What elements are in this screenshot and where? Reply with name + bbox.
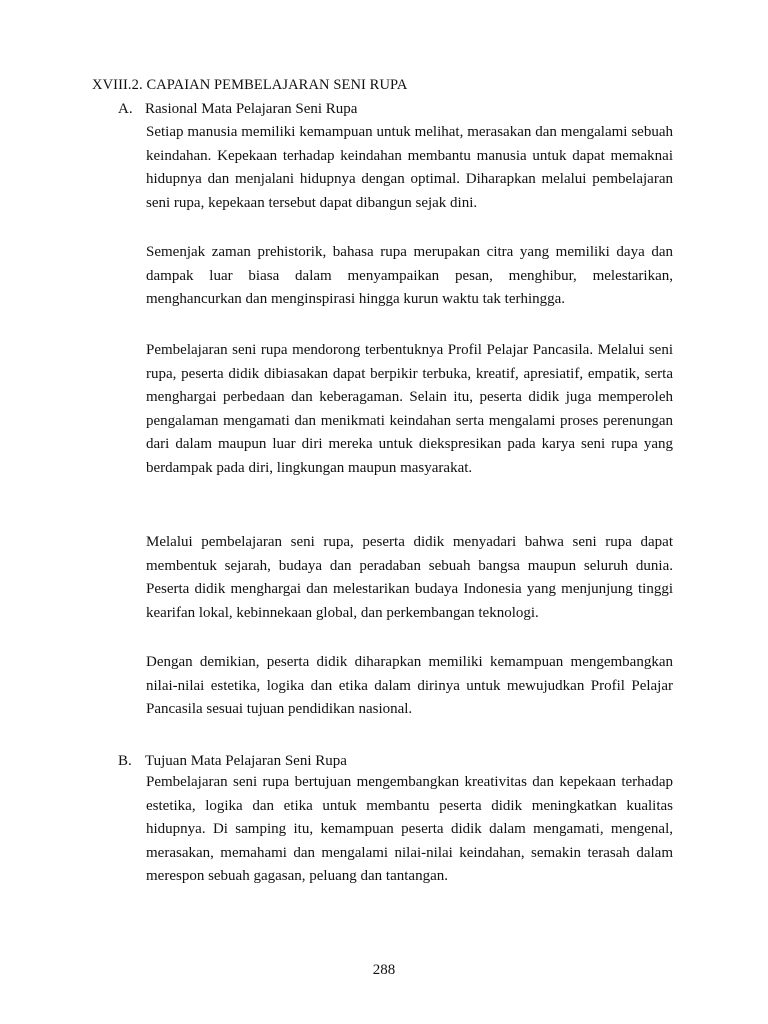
section-title: Rasional Mata Pelajaran Seni Rupa xyxy=(145,101,358,117)
section-letter: A. xyxy=(118,101,133,117)
paragraph: Pembelajaran seni rupa bertujuan mengembangkan kreativitas dan kepekaan terhadap estetika, logika dan etika untuk membantu peserta didik meningkatkan kualitas hidupnya. Di samping itu, kemampuan peserta didik dalam mengamati, mengenal, merasakan, memahami dan mengalami nilai-nilai keindahan, semakin terasah dalam merespon sebuah gagasan, peluang dan tantangan. xyxy=(146,774,673,885)
section-heading-b xyxy=(118,751,347,771)
paragraph: Melalui pembelajaran seni rupa, peserta didik menyadari bahwa seni rupa dapat membentuk sejarah, budaya dan peradaban sebuah bangsa maupun seluruh dunia. Peserta didik menghargai dan melestarikan budaya Indonesia yang menjunjung tinggi kearifan lokal, kebinnekaan global, dan perkembangan teknologi. xyxy=(146,534,673,621)
section-title: Tujuan Mata Pelajaran Seni Rupa xyxy=(145,753,347,769)
page-number: 288 xyxy=(372,962,396,978)
section-letter: B. xyxy=(118,753,132,769)
chapter-title: XVIII.2. CAPAIAN PEMBELAJARAN SENI RUPA xyxy=(92,77,408,93)
paragraph: Semenjak zaman prehistorik, bahasa rupa merupakan citra yang memiliki daya dan dampak luar biasa dalam menyampaikan pesan, menghibur, melestarikan, menghancurkan dan menginspirasi hingga kurun waktu tak terhingga. xyxy=(146,244,673,308)
paragraph: Pembelajaran seni rupa mendorong terbentuknya Profil Pelajar Pancasila. Melalui seni rupa, peserta didik dibiasakan dapat berpikir terbuka, kreatif, apresiatif, empatik, serta menghargai perbedaan dan keberagaman. Selain itu, peserta didik juga memperoleh pengalaman mengamati dan menikmati keindahan serta mengalami proses perenungan dari dalam maupun luar diri mereka untuk diekspresikan pada karya seni rupa yang berdampak pada diri, lingkungan maupun masyarakat. xyxy=(146,342,673,476)
paragraph: Setiap manusia memiliki kemampuan untuk melihat, merasakan dan mengalami sebuah keindahan. Kepekaan terhadap keindahan membantu manusia untuk dapat memaknai hidupnya dan menjalani hidupnya dengan optimal. Diharapkan melalui pembelajaran seni rupa, kepekaan tersebut dapat dibangun sejak dini. xyxy=(146,124,673,211)
section-heading-a xyxy=(118,99,357,119)
paragraph: Dengan demikian, peserta didik diharapkan memiliki kemampuan mengembangkan nilai-nilai estetika, logika dan etika dalam dirinya untuk mewujudkan Profil Pelajar Pancasila sesuai tujuan pendidikan nasional. xyxy=(146,654,673,718)
